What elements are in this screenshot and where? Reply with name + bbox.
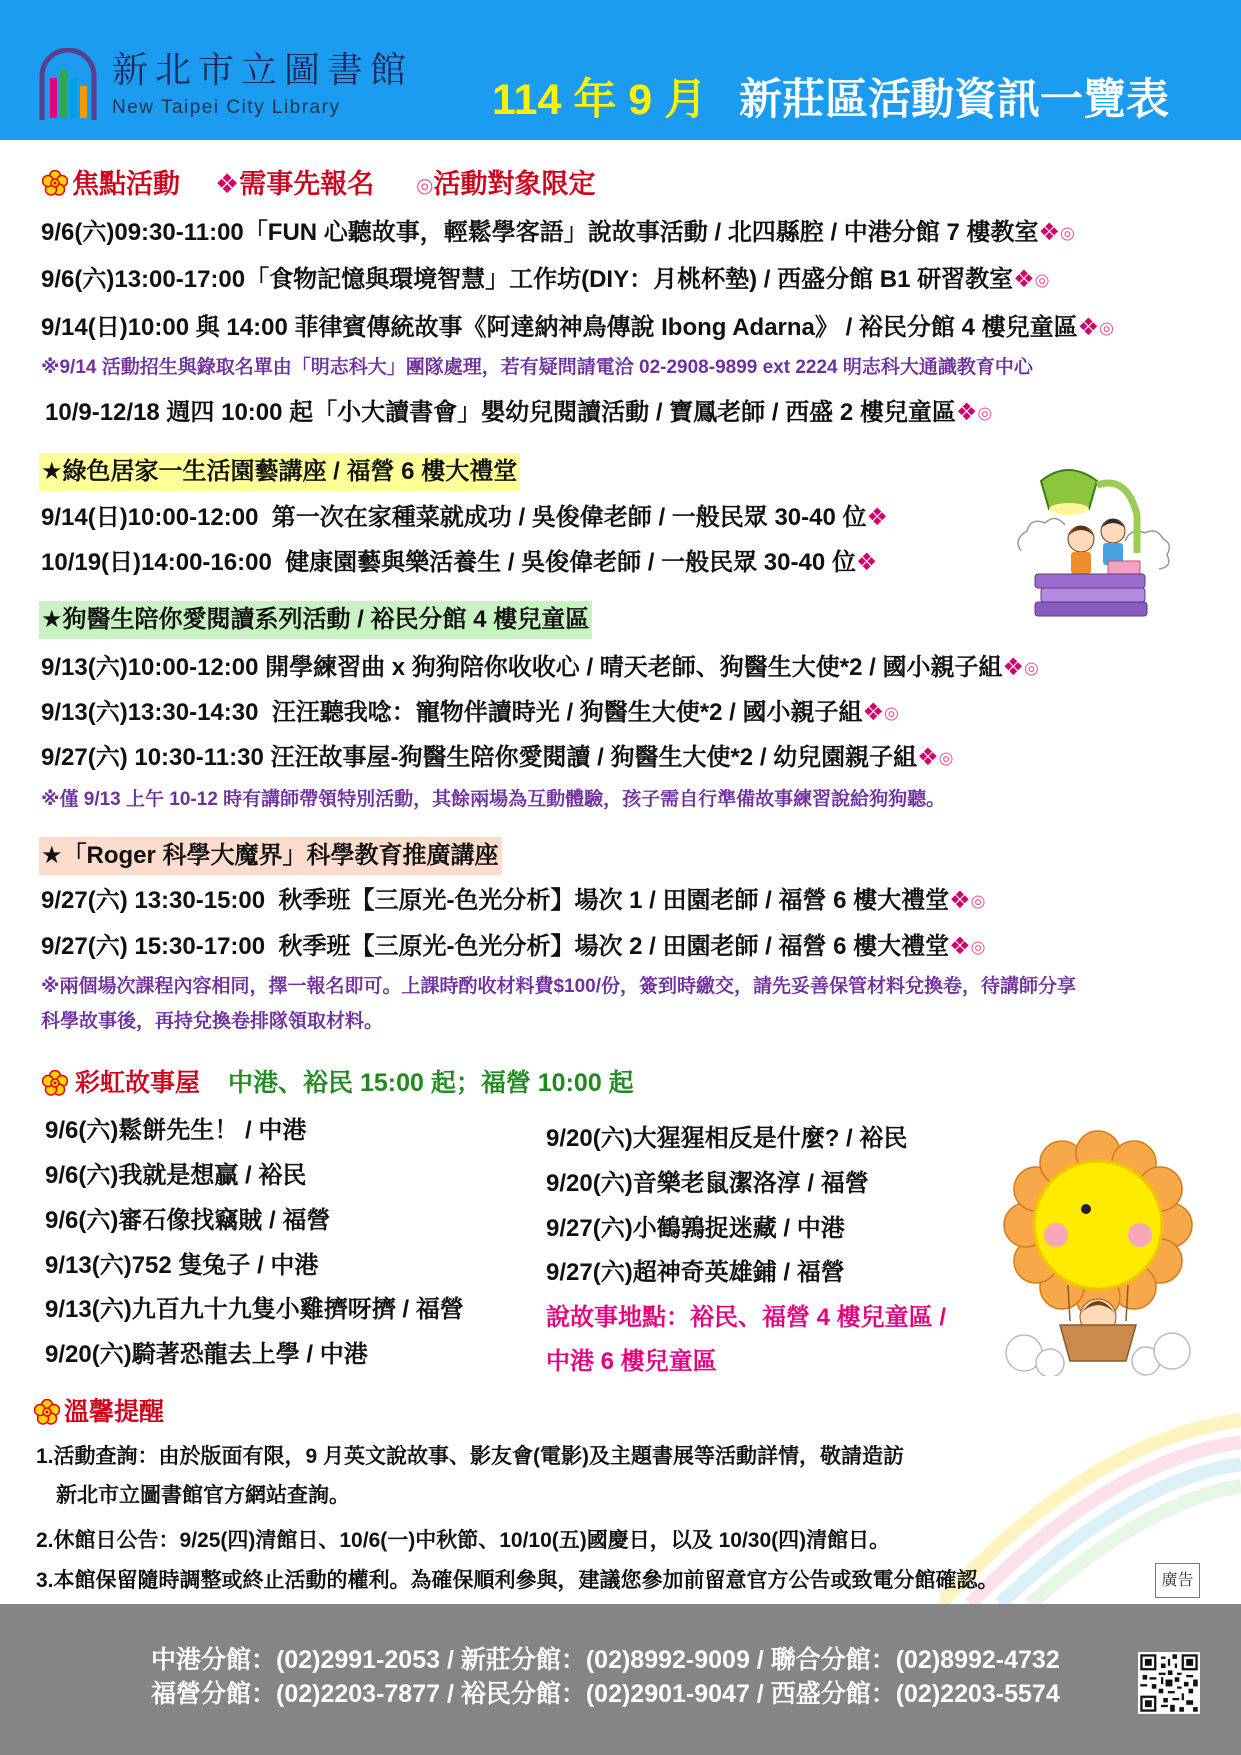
registration-mark: ❖ xyxy=(1002,654,1025,681)
library-logo xyxy=(37,48,99,121)
story-item: 9/27(六)超神奇英雄鋪 / 福營 xyxy=(546,1259,845,1286)
focus-heading: 焦點活動 xyxy=(72,169,180,199)
focus-item-text: 9/14(日)10:00 與 14:00 菲律賓傳統故事《阿達納神鳥傳說 Ibong Adarna》 / 裕民分館 4 樓兒童區 xyxy=(41,314,1078,341)
dog-item-text: 9/27(六) 10:30-11:30 汪汪故事屋-狗醫生陪你愛閱讀 / 狗醫生大使*2 / 幼兒園親子組 xyxy=(41,744,918,771)
branch-phones: 福營分館：(02)2203-7877 / 裕民分館：(02)2901-9047 / 西盛分館：(02)2203-5574 xyxy=(151,1680,1060,1708)
story-item: 9/20(六)大猩猩相反是什麼? / 裕民 xyxy=(546,1125,908,1152)
dog-item-text: 9/13(六)13:30-14:30 汪汪聽我唸：寵物伴讀時光 / 狗醫生大使*2 / 國小親子組 xyxy=(41,699,863,726)
registration-mark: ❖ xyxy=(866,504,889,531)
story-item: 9/6(六)鬆餅先生！ / 中港 xyxy=(45,1117,307,1144)
focus-item xyxy=(41,312,1231,345)
logo-english-name: New Taipei City Library xyxy=(112,97,341,118)
limited-mark: ◎ xyxy=(1034,270,1050,290)
flower-icon xyxy=(34,1399,60,1425)
dog-item xyxy=(41,742,1191,775)
registration-mark: ❖ xyxy=(955,399,978,426)
registration-label: 需事先報名 xyxy=(239,169,375,199)
science-note: ※兩個場次課程內容相同，擇一報名即可。上課時酌收材料費$100/份，簽到時繳交，請先妥善保管材料兌換卷，待講師分享 xyxy=(41,976,1077,997)
reminder-item: 1.活動查詢：由於版面有限，9 月英文說故事、影友會(電影)及主題書展等活動詳情，敬請造訪 xyxy=(36,1445,905,1468)
science-item xyxy=(41,931,1191,964)
focus-note: ※9/14 活動招生與錄取名單由「明志科大」團隊處理，若有疑問請電洽 02-2908-9899 ext 2224 明志科大通識教育中心 xyxy=(41,357,1033,378)
focus-item xyxy=(41,264,1231,297)
limited-mark: ◎ xyxy=(1024,658,1039,678)
garden-item xyxy=(41,502,1001,534)
reminder-item: 2.休館日公告：9/25(四)清館日、10/6(一)中秋節、10/10(五)國慶日，以及 10/30(四)清館日。 xyxy=(36,1529,891,1552)
registration-mark: ❖ xyxy=(949,887,971,914)
story-location: 中港 6 樓兒童區 xyxy=(546,1348,717,1375)
garden-item-text: 9/14(日)10:00-12:00 第一次在家種菜就成功 / 吳俊偉老師 / 一般民眾 30-40 位 xyxy=(41,504,867,531)
garden-item xyxy=(41,547,1001,579)
registration-mark: ❖ xyxy=(949,933,971,960)
registration-mark: ❖ xyxy=(862,699,884,726)
ad-label: 廣告 xyxy=(1155,1563,1200,1598)
registration-mark: ❖ xyxy=(215,169,240,199)
story-item: 9/6(六)審石像找竊賊 / 福營 xyxy=(45,1207,331,1234)
limited-mark: ◎ xyxy=(970,937,986,957)
story-location: 說故事地點：裕民、福營 4 樓兒童區 / xyxy=(546,1304,947,1331)
story-item: 9/27(六)小鶴鶉捉迷藏 / 中港 xyxy=(546,1215,845,1242)
dog-item-text: 9/13(六)10:00-12:00 開學練習曲 x 狗狗陪你收收心 / 晴天老師、狗醫生大使*2 / 國小親子組 xyxy=(41,654,1003,681)
focus-item-text: 9/6(六)13:00-17:00「食物記憶與環境智慧」工作坊(DIY：月桃杯墊) / 西盛分館 B1 研習教室 xyxy=(41,266,1014,293)
limited-mark: ◎ xyxy=(1059,223,1075,243)
page-title: 新莊區活動資訊一覽表 xyxy=(739,76,1169,124)
dog-item xyxy=(41,697,1191,730)
flower-icon xyxy=(42,170,68,196)
dog-note: ※僅 9/13 上午 10-12 時有講師帶領特別活動，其餘兩場為互動體驗，孩子需自行準備故事練習說給狗狗聽。 xyxy=(41,789,946,810)
reminder-heading: 溫馨提醒 xyxy=(64,1398,165,1426)
focus-item-text: 10/9-12/18 週四 10:00 起「小大讀書會」嬰幼兒閱讀活動 / 寶鳳老師 / 西盛 2 樓兒童區 xyxy=(45,399,956,426)
legend-registration xyxy=(215,166,374,202)
focus-item xyxy=(45,397,1225,430)
registration-mark: ❖ xyxy=(1038,219,1060,246)
logo-name: 新北市立圖書館 xyxy=(112,49,414,90)
legend-limited xyxy=(416,166,595,204)
title-month: 114 年 9 月 xyxy=(492,76,708,124)
story-item: 9/13(六)九百九十九隻小雞擠呀擠 / 福營 xyxy=(45,1296,464,1323)
garden-heading: ★綠色居家一生活園藝講座 / 福營 6 樓大禮堂 xyxy=(39,453,520,491)
reminder-item: 3.本館保留隨時調整或終止活動的權利。為確保順利參與，建議您參加前留意官方公告或致電分館確認。 xyxy=(36,1569,999,1592)
dog-item xyxy=(41,652,1191,685)
garden-item-text: 10/19(日)14:00-16:00 健康園藝與樂活養生 / 吳俊偉老師 / 一般民眾 30-40 位 xyxy=(41,549,856,576)
limited-mark: ◎ xyxy=(970,891,986,911)
focus-item xyxy=(41,217,1231,250)
flower-icon xyxy=(42,1070,68,1096)
story-item: 9/13(六)752 隻兔子 / 中港 xyxy=(45,1252,319,1279)
story-item: 9/20(六)騎著恐龍去上學 / 中港 xyxy=(45,1341,368,1368)
registration-mark: ❖ xyxy=(917,744,939,771)
registration-mark: ❖ xyxy=(1077,314,1100,341)
focus-item-text: 9/6(六)09:30-11:00「FUN 心聽故事，輕鬆學客語」說故事活動 / 北四縣腔 / 中港分館 7 樓教室 xyxy=(41,219,1039,246)
registration-mark: ❖ xyxy=(855,549,878,576)
science-note: 科學故事後，再持兌換卷排隊領取材料。 xyxy=(41,1011,384,1032)
limited-mark: ◎ xyxy=(938,748,954,768)
story-item: 9/20(六)音樂老鼠潔洛淳 / 福營 xyxy=(546,1170,869,1197)
story-item: 9/6(六)我就是想贏 / 裕民 xyxy=(45,1162,307,1189)
sun-balloon-illustration xyxy=(996,1125,1200,1376)
limited-mark: ◎ xyxy=(884,703,899,723)
limited-label: 活動對象限定 xyxy=(433,169,596,199)
science-heading: ★「Roger 科學大魔界」科學教育推廣講座 xyxy=(39,837,502,875)
branch-phones: 中港分館：(02)2991-2053 / 新莊分館：(02)8992-9009 / 聯合分館：(02)8992-4732 xyxy=(151,1646,1060,1674)
science-item-text: 9/27(六) 15:30-17:00 秋季班【三原光-色光分析】場次 2 / 田園老師 / 福營 6 樓大禮堂 xyxy=(41,933,950,960)
reminder-item: 新北市立圖書館官方網站查詢。 xyxy=(56,1484,350,1507)
story-times: 中港、裕民 15:00 起；福營 10:00 起 xyxy=(228,1069,634,1097)
dog-heading: ★狗醫生陪你愛閱讀系列活動 / 裕民分館 4 樓兒童區 xyxy=(39,601,592,639)
story-heading: 彩虹故事屋 xyxy=(75,1069,201,1097)
reading-kids-illustration xyxy=(1013,459,1175,621)
science-item-text: 9/27(六) 13:30-15:00 秋季班【三原光-色光分析】場次 1 / 田園老師 / 福營 6 樓大禮堂 xyxy=(41,887,950,914)
registration-mark: ❖ xyxy=(1013,266,1035,293)
qr-code xyxy=(1138,1652,1200,1714)
limited-mark: ◎ xyxy=(977,403,993,423)
limited-mark: ◎ xyxy=(1099,318,1114,338)
limited-mark: ◎ xyxy=(416,174,434,197)
science-item xyxy=(41,885,1191,918)
